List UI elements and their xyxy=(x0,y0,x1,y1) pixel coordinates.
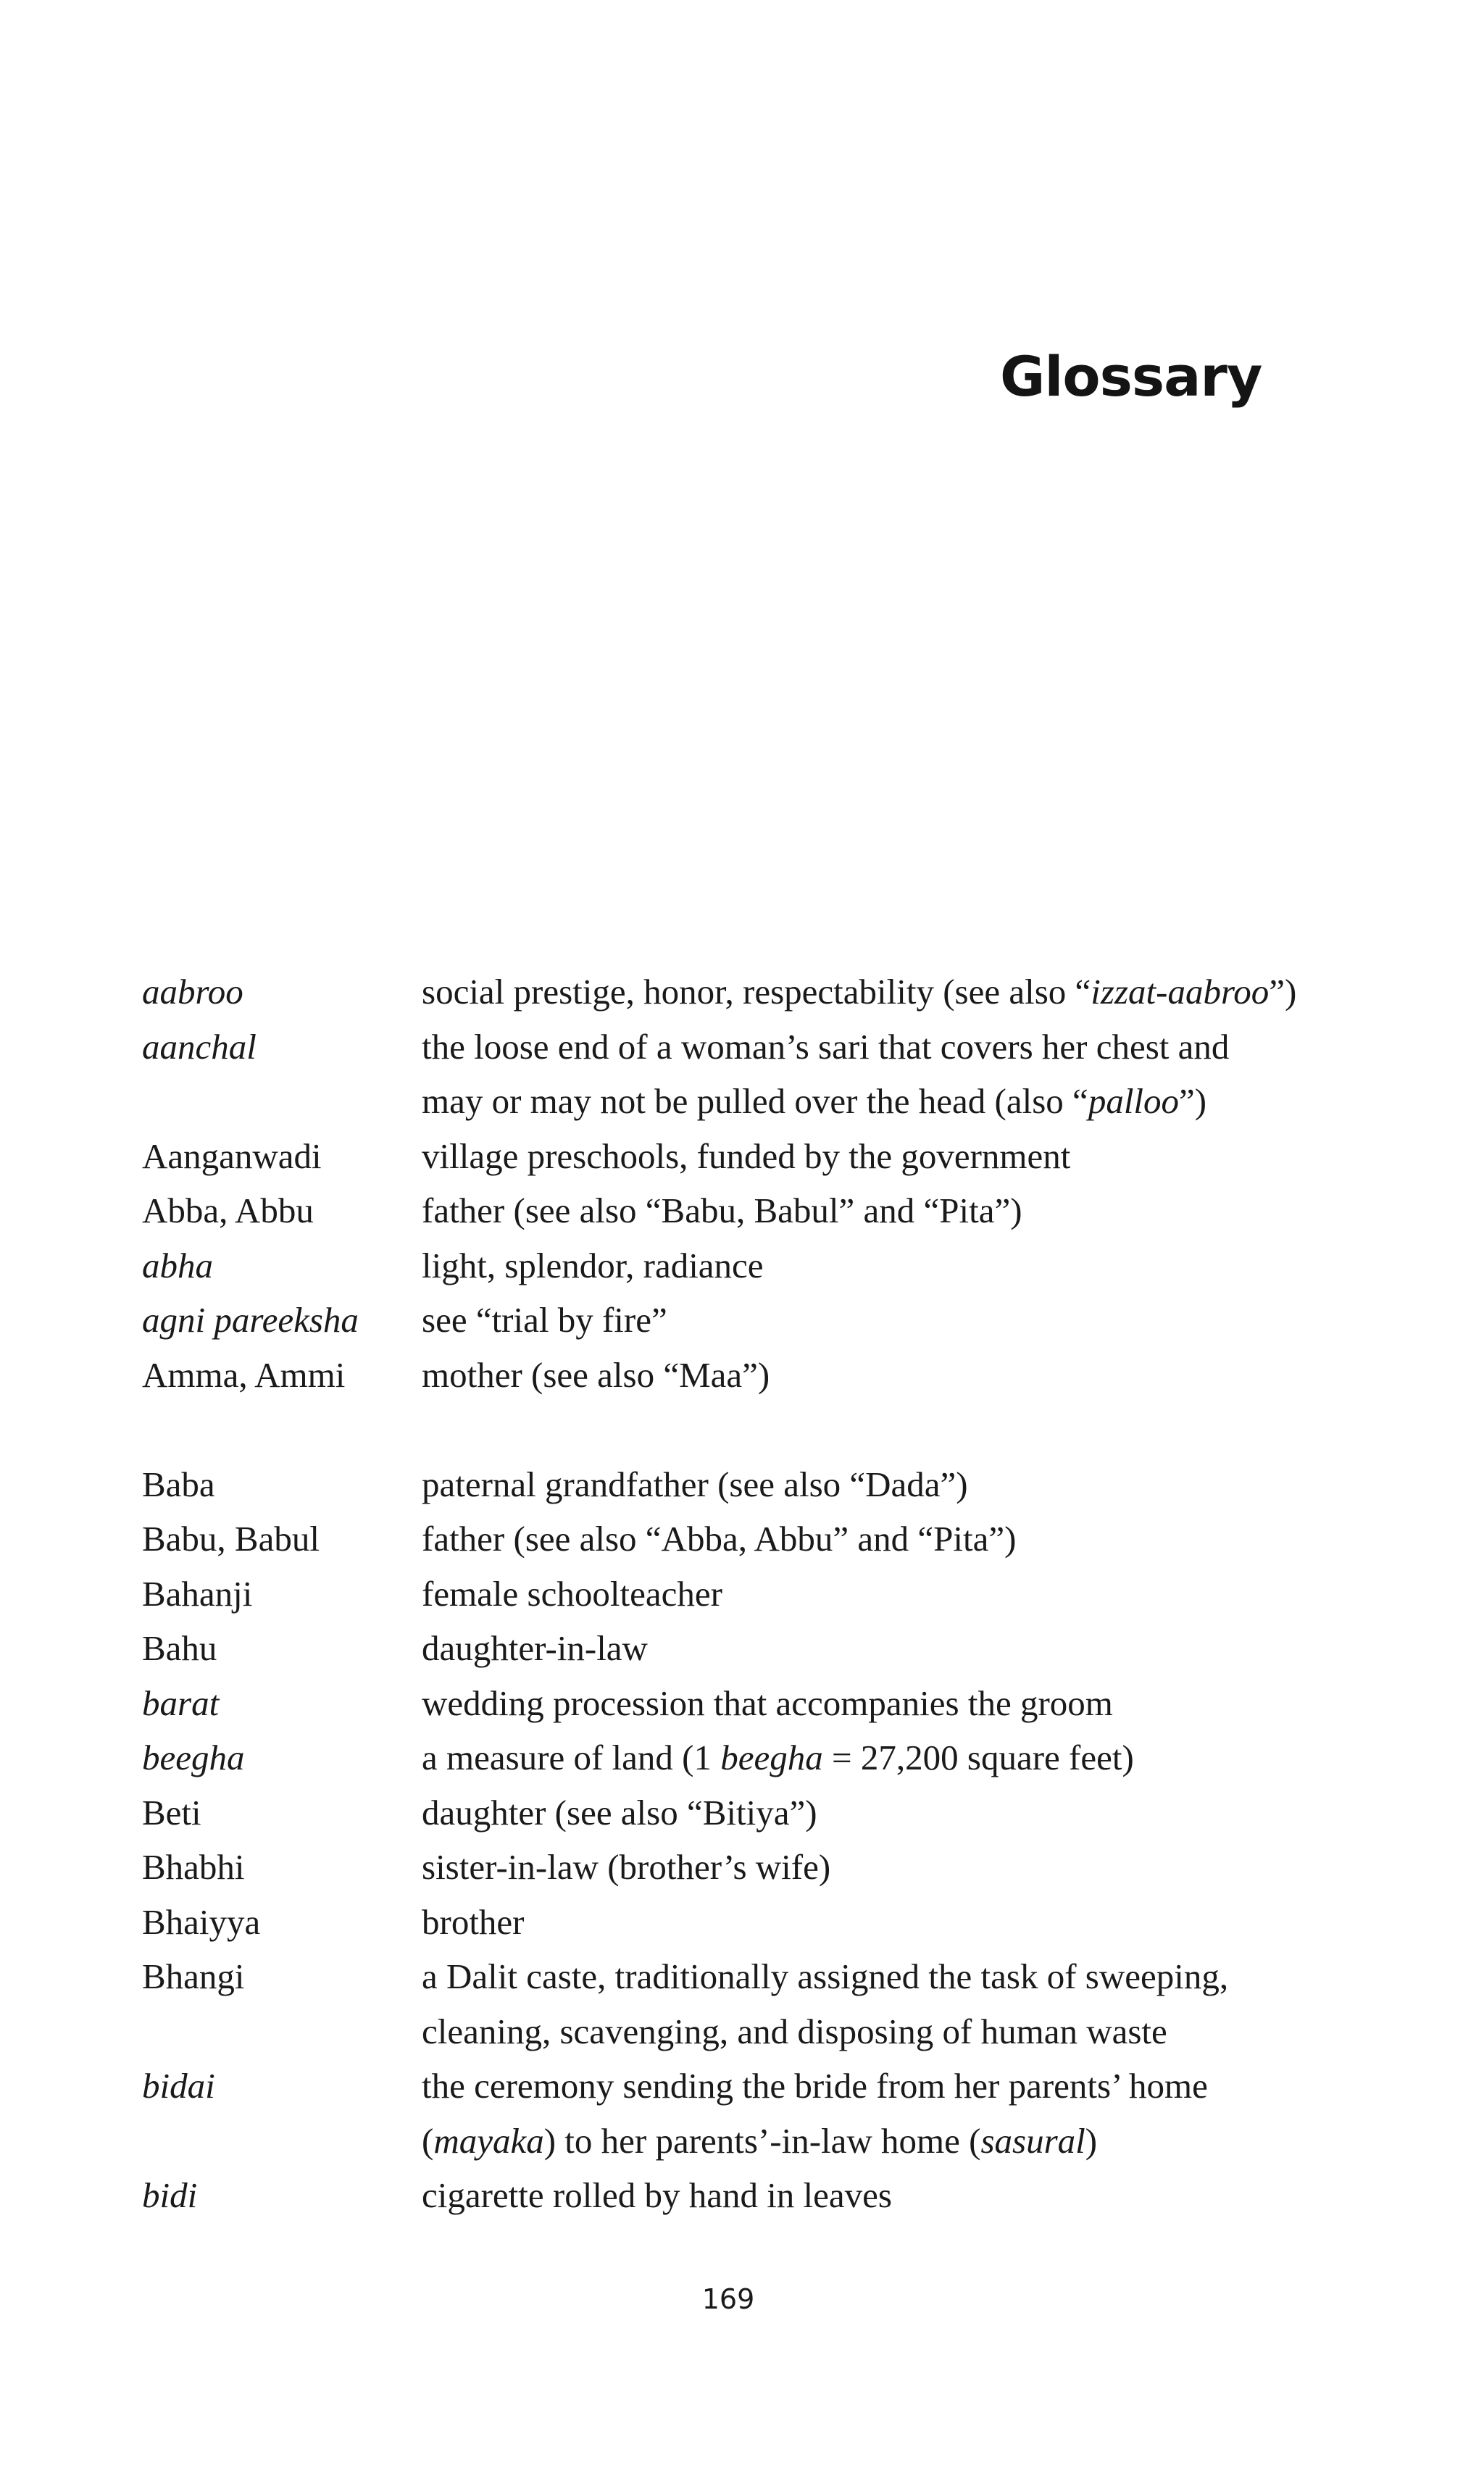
text-run: sister-in-law (brother’s wife) xyxy=(422,1847,831,1887)
glossary-definition xyxy=(422,1621,1461,1676)
text-run: the ceremony sending the bride from her parents’ home xyxy=(422,2066,1208,2106)
glossary-entry xyxy=(142,1020,1461,1129)
definition-line xyxy=(422,1512,1461,1567)
italic-text: sasural xyxy=(980,2120,1085,2161)
glossary-entry xyxy=(142,1512,1461,1567)
text-run: father (see also “Babu, Babul” and “Pita”) xyxy=(422,1191,1022,1230)
definition-line xyxy=(422,1567,1461,1622)
glossary-definition xyxy=(422,1895,1461,1950)
italic-text: izzat-aabroo xyxy=(1091,972,1270,1012)
text-run: brother xyxy=(422,1901,525,1942)
text-run: daughter-in-law xyxy=(422,1628,648,1668)
text-run: the loose end of a woman’s sari that covers her chest and xyxy=(422,1026,1230,1067)
glossary-definition xyxy=(422,1567,1461,1622)
glossary-term: barat xyxy=(142,1683,220,1723)
text-run: daughter (see also “Bitiya”) xyxy=(422,1792,817,1833)
text-run: ”) xyxy=(1179,1081,1207,1121)
definition-line xyxy=(422,1840,1461,1895)
text-run: mother (see also “Maa”) xyxy=(422,1354,770,1395)
glossary-entry xyxy=(142,1567,1461,1622)
definition-line xyxy=(422,1949,1461,2004)
glossary-definition xyxy=(422,1512,1461,1567)
glossary-entry xyxy=(142,1676,1461,1731)
text-run: ( xyxy=(422,2120,434,2161)
text-run: ) to her parents’-in-law home ( xyxy=(543,2120,981,2161)
glossary-definition xyxy=(422,1840,1461,1895)
glossary-list xyxy=(142,964,1461,2223)
definition-line xyxy=(422,1293,1461,1348)
glossary-definition xyxy=(422,2059,1461,2168)
definition-line xyxy=(422,1457,1461,1512)
definition-line xyxy=(422,1074,1461,1129)
text-run: father (see also “Abba, Abbu” and “Pita”) xyxy=(422,1519,1017,1559)
definition-line xyxy=(422,1730,1461,1785)
definition-line xyxy=(422,1238,1461,1293)
glossary-term: abha xyxy=(142,1245,213,1285)
text-run: social prestige, honor, respectability (see also “ xyxy=(422,972,1091,1012)
page-number: 169 xyxy=(701,2283,755,2315)
text-run: cigarette rolled by hand in leaves xyxy=(422,2175,892,2215)
glossary-entry xyxy=(142,1785,1461,1840)
glossary-term: beegha xyxy=(142,1738,245,1777)
definition-line xyxy=(422,1621,1461,1676)
glossary-term: Bahanji xyxy=(142,1573,253,1614)
glossary-entry xyxy=(142,2059,1461,2168)
glossary-entry xyxy=(142,1895,1461,1950)
glossary-entry xyxy=(142,1457,1461,1512)
text-run: light, splendor, radiance xyxy=(422,1245,764,1285)
glossary-term: Baba xyxy=(142,1464,215,1504)
glossary-term: Beti xyxy=(142,1792,201,1833)
definition-line xyxy=(422,1020,1461,1075)
definition-line xyxy=(422,964,1461,1020)
text-run: see “trial by fire” xyxy=(422,1300,667,1340)
glossary-definition xyxy=(422,1785,1461,1840)
text-run: ”) xyxy=(1269,972,1297,1012)
glossary-term: Bhaiyya xyxy=(142,1901,261,1942)
text-run: a Dalit caste, traditionally assigned the task of sweeping, xyxy=(422,1956,1229,1996)
glossary-term: Bhabhi xyxy=(142,1847,245,1887)
glossary-definition xyxy=(422,1457,1461,1512)
glossary-entry xyxy=(142,1129,1461,1184)
definition-line xyxy=(422,1785,1461,1840)
glossary-term: Aanganwadi xyxy=(142,1135,322,1176)
text-run: female schoolteacher xyxy=(422,1573,722,1614)
glossary-term: Bahu xyxy=(142,1628,217,1668)
glossary-entry xyxy=(142,1238,1461,1293)
glossary-term: bidai xyxy=(142,2066,215,2106)
glossary-term: aanchal xyxy=(142,1026,257,1067)
glossary-term: aabroo xyxy=(142,972,243,1012)
glossary-term: Amma, Ammi xyxy=(142,1354,346,1395)
glossary-definition xyxy=(422,2168,1461,2223)
text-run: a measure of land (1 xyxy=(422,1738,721,1777)
text-run: may or may not be pulled over the head (also “ xyxy=(422,1081,1088,1121)
italic-text: beegha xyxy=(720,1738,823,1777)
text-run: wedding procession that accompanies the groom xyxy=(422,1683,1113,1723)
glossary-definition xyxy=(422,1730,1461,1785)
glossary-entry xyxy=(142,2168,1461,2223)
text-run: village preschools, funded by the government xyxy=(422,1135,1071,1176)
definition-line xyxy=(422,2168,1461,2223)
definition-line xyxy=(422,1183,1461,1238)
definition-line xyxy=(422,1676,1461,1731)
glossary-term: agni pareeksha xyxy=(142,1300,359,1340)
glossary-entry xyxy=(142,964,1461,1020)
glossary-term: Babu, Babul xyxy=(142,1519,320,1559)
glossary-definition xyxy=(422,1238,1461,1293)
glossary-definition xyxy=(422,1183,1461,1238)
glossary-definition xyxy=(422,1348,1461,1403)
glossary-definition xyxy=(422,1676,1461,1731)
definition-line xyxy=(422,2004,1461,2059)
definition-line xyxy=(422,1895,1461,1950)
glossary-definition xyxy=(422,1293,1461,1348)
italic-text: palloo xyxy=(1088,1081,1180,1121)
page-title: Glossary xyxy=(1000,344,1262,409)
glossary-definition xyxy=(422,1129,1461,1184)
definition-line xyxy=(422,2059,1461,2114)
glossary-entry xyxy=(142,1183,1461,1238)
text-run: cleaning, scavenging, and disposing of human waste xyxy=(422,2011,1167,2051)
glossary-definition xyxy=(422,964,1461,1020)
glossary-entry xyxy=(142,1293,1461,1348)
glossary-entry xyxy=(142,1348,1461,1403)
glossary-term: Abba, Abbu xyxy=(142,1191,314,1230)
text-run: paternal grandfather (see also “Dada”) xyxy=(422,1464,968,1504)
glossary-term: Bhangi xyxy=(142,1956,245,1996)
glossary-entry xyxy=(142,1730,1461,1785)
glossary-definition xyxy=(422,1020,1461,1129)
definition-line xyxy=(422,2114,1461,2169)
glossary-entry xyxy=(142,1949,1461,2059)
italic-text: mayaka xyxy=(433,2120,544,2161)
glossary-definition xyxy=(422,1949,1461,2059)
glossary-term: bidi xyxy=(142,2175,198,2215)
text-run: ) xyxy=(1085,2120,1098,2161)
glossary-entry xyxy=(142,1840,1461,1895)
definition-line xyxy=(422,1129,1461,1184)
definition-line xyxy=(422,1348,1461,1403)
text-run: = 27,200 square feet) xyxy=(822,1738,1134,1777)
glossary-entry xyxy=(142,1621,1461,1676)
